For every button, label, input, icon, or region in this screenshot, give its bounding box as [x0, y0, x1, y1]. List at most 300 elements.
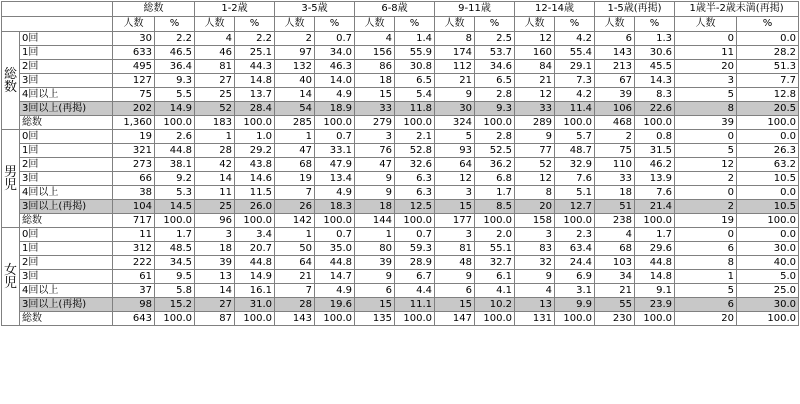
cell-percent: 63.2 — [737, 158, 799, 172]
cell-count: 64 — [435, 158, 475, 172]
cell-count: 14 — [195, 172, 235, 186]
cell-count: 47 — [275, 144, 315, 158]
cell-count: 14 — [275, 88, 315, 102]
row-label: 2回 — [20, 158, 113, 172]
cell-percent: 5.5 — [155, 88, 195, 102]
row-label: 0回 — [20, 228, 113, 242]
cell-percent: 7.6 — [555, 172, 595, 186]
cell-count: 3 — [435, 186, 475, 200]
cell-percent: 34.6 — [475, 60, 515, 74]
row-label: 0回 — [20, 130, 113, 144]
cell-percent: 46.3 — [315, 60, 355, 74]
cell-percent: 100.0 — [475, 116, 515, 130]
cell-count: 18 — [355, 74, 395, 88]
cell-count: 93 — [435, 144, 475, 158]
cell-count: 18 — [195, 242, 235, 256]
cell-count: 147 — [435, 312, 475, 326]
col-header-age: 3-5歳 — [275, 2, 355, 17]
cell-count: 42 — [195, 158, 235, 172]
cell-percent: 45.5 — [635, 60, 675, 74]
cell-count: 12 — [515, 88, 555, 102]
cell-percent: 22.6 — [635, 102, 675, 116]
sub-header-count: 人数 — [435, 17, 475, 32]
cell-count: 25 — [195, 88, 235, 102]
cell-count: 8 — [675, 102, 737, 116]
cell-count: 61 — [113, 270, 155, 284]
cell-percent: 4.2 — [555, 32, 595, 46]
cell-percent: 14.9 — [155, 102, 195, 116]
cell-count: 76 — [355, 144, 395, 158]
cell-count: 15 — [355, 88, 395, 102]
cell-percent: 2.1 — [395, 130, 435, 144]
cell-count: 68 — [595, 242, 635, 256]
cell-count: 52 — [515, 158, 555, 172]
cell-count: 47 — [355, 158, 395, 172]
cell-count: 55 — [595, 298, 635, 312]
table-row — [2, 228, 799, 242]
cell-count: 50 — [275, 242, 315, 256]
cell-count: 131 — [515, 312, 555, 326]
cell-count: 142 — [275, 214, 315, 228]
cell-count: 468 — [595, 116, 635, 130]
cell-count: 64 — [275, 256, 315, 270]
cell-count: 97 — [275, 46, 315, 60]
cell-percent: 0.8 — [635, 130, 675, 144]
table-body — [2, 2, 799, 326]
cell-count: 83 — [515, 242, 555, 256]
cell-percent: 31.0 — [235, 298, 275, 312]
cell-count: 106 — [595, 102, 635, 116]
cell-count: 19 — [275, 172, 315, 186]
cell-percent: 7.7 — [737, 74, 799, 88]
cell-percent: 13.9 — [635, 172, 675, 186]
cell-percent: 51.3 — [737, 60, 799, 74]
cell-percent: 1.3 — [635, 32, 675, 46]
row-label: 3回以上(再掲) — [20, 298, 113, 312]
cell-count: 285 — [275, 116, 315, 130]
cell-percent: 6.9 — [555, 270, 595, 284]
cell-count: 20 — [515, 200, 555, 214]
cell-count: 52 — [195, 102, 235, 116]
cell-percent: 6.5 — [475, 74, 515, 88]
cell-percent: 14.7 — [315, 270, 355, 284]
col-header-age: 6-8歳 — [355, 2, 435, 17]
cell-count: 7 — [275, 284, 315, 298]
cell-count: 14 — [195, 284, 235, 298]
cell-percent: 4.9 — [315, 88, 355, 102]
cell-percent: 44.8 — [315, 256, 355, 270]
cell-percent: 14.6 — [235, 172, 275, 186]
cell-percent: 14.9 — [235, 270, 275, 284]
cell-count: 6 — [675, 242, 737, 256]
cell-percent: 6.3 — [395, 186, 435, 200]
cell-count: 127 — [113, 74, 155, 88]
cell-percent: 12.7 — [555, 200, 595, 214]
cell-percent: 55.9 — [395, 46, 435, 60]
cell-percent: 0.0 — [737, 186, 799, 200]
cell-percent: 20.7 — [235, 242, 275, 256]
cell-percent: 11.4 — [555, 102, 595, 116]
group-label-text: 総数 — [4, 66, 18, 95]
cell-percent: 1.7 — [475, 186, 515, 200]
cell-count: 0 — [675, 186, 737, 200]
cell-percent: 5.1 — [555, 186, 595, 200]
cell-percent: 6.5 — [395, 74, 435, 88]
cell-count: 21 — [595, 284, 635, 298]
cell-count: 103 — [595, 256, 635, 270]
table-row — [2, 214, 799, 228]
cell-count: 112 — [435, 60, 475, 74]
cell-percent: 63.4 — [555, 242, 595, 256]
data-table — [1, 1, 799, 326]
cell-count: 39 — [355, 256, 395, 270]
row-label: 1回 — [20, 144, 113, 158]
cell-count: 143 — [275, 312, 315, 326]
table-row — [2, 74, 799, 88]
cell-count: 7 — [275, 186, 315, 200]
cell-percent: 4.1 — [475, 284, 515, 298]
cell-percent: 14.8 — [235, 74, 275, 88]
cell-percent: 0.0 — [737, 228, 799, 242]
cell-percent: 19.6 — [315, 298, 355, 312]
row-label: 1回 — [20, 242, 113, 256]
cell-count: 279 — [355, 116, 395, 130]
cell-percent: 100.0 — [155, 116, 195, 130]
cell-percent: 2.6 — [155, 130, 195, 144]
cell-percent: 100.0 — [635, 116, 675, 130]
cell-count: 3 — [195, 228, 235, 242]
cell-percent: 14.3 — [635, 74, 675, 88]
cell-count: 39 — [195, 256, 235, 270]
cell-percent: 20.5 — [737, 102, 799, 116]
cell-percent: 28.4 — [235, 102, 275, 116]
cell-count: 9 — [355, 270, 395, 284]
cell-count: 51 — [595, 200, 635, 214]
cell-count: 48 — [435, 256, 475, 270]
cell-count: 0 — [675, 228, 737, 242]
cell-count: 324 — [435, 116, 475, 130]
cell-count: 6 — [595, 32, 635, 46]
cell-count: 80 — [355, 242, 395, 256]
cell-count: 18 — [595, 186, 635, 200]
cell-percent: 100.0 — [635, 312, 675, 326]
cell-count: 158 — [515, 214, 555, 228]
cell-percent: 59.3 — [395, 242, 435, 256]
cell-count: 9 — [515, 130, 555, 144]
col-header-age: 1-5歳(再掲) — [595, 2, 675, 17]
cell-percent: 53.7 — [475, 46, 515, 60]
cell-percent: 1.7 — [155, 228, 195, 242]
row-label: 3回以上(再掲) — [20, 200, 113, 214]
table-row — [2, 88, 799, 102]
cell-count: 20 — [675, 312, 737, 326]
sub-header-percent: % — [315, 17, 355, 32]
cell-percent: 13.7 — [235, 88, 275, 102]
cell-count: 222 — [113, 256, 155, 270]
table-row — [2, 32, 799, 46]
cell-percent: 28.9 — [395, 256, 435, 270]
cell-count: 30 — [435, 102, 475, 116]
cell-count: 2 — [595, 130, 635, 144]
table-row — [2, 284, 799, 298]
cell-count: 11 — [675, 46, 737, 60]
cell-percent: 100.0 — [235, 312, 275, 326]
cell-count: 39 — [595, 88, 635, 102]
cell-percent: 10.2 — [475, 298, 515, 312]
cell-percent: 4.2 — [555, 88, 595, 102]
cell-count: 144 — [355, 214, 395, 228]
cell-count: 37 — [113, 284, 155, 298]
cell-count: 1 — [355, 228, 395, 242]
table-row — [2, 130, 799, 144]
table-row — [2, 256, 799, 270]
sub-header-count: 人数 — [275, 17, 315, 32]
cell-count: 33 — [355, 102, 395, 116]
cell-percent: 11.5 — [235, 186, 275, 200]
cell-percent: 16.1 — [235, 284, 275, 298]
row-label: 4回以上 — [20, 88, 113, 102]
cell-count: 110 — [595, 158, 635, 172]
cell-count: 12 — [675, 158, 737, 172]
cell-count: 4 — [595, 228, 635, 242]
cell-percent: 0.7 — [315, 228, 355, 242]
sub-header-percent: % — [737, 17, 799, 32]
cell-percent: 100.0 — [235, 214, 275, 228]
cell-count: 4 — [355, 32, 395, 46]
group-label-text: 男児 — [4, 164, 18, 193]
sub-header-percent: % — [155, 17, 195, 32]
col-header-age: 12-14歳 — [515, 2, 595, 17]
cell-percent: 9.5 — [155, 270, 195, 284]
cell-percent: 18.3 — [315, 200, 355, 214]
cell-percent: 100.0 — [475, 312, 515, 326]
cell-percent: 6.8 — [475, 172, 515, 186]
col-header-age: 1-2歳 — [195, 2, 275, 17]
cell-count: 75 — [595, 144, 635, 158]
cell-percent: 31.5 — [635, 144, 675, 158]
cell-percent: 100.0 — [555, 214, 595, 228]
cell-count: 9 — [435, 88, 475, 102]
cell-percent: 44.8 — [635, 256, 675, 270]
cell-percent: 15.2 — [155, 298, 195, 312]
cell-percent: 13.4 — [315, 172, 355, 186]
cell-percent: 32.9 — [555, 158, 595, 172]
cell-percent: 46.2 — [635, 158, 675, 172]
cell-count: 5 — [675, 144, 737, 158]
cell-percent: 23.9 — [635, 298, 675, 312]
cell-count: 25 — [195, 200, 235, 214]
row-label: 4回以上 — [20, 284, 113, 298]
cell-count: 77 — [515, 144, 555, 158]
cell-percent: 6.7 — [395, 270, 435, 284]
cell-count: 0 — [675, 130, 737, 144]
cell-percent: 33.1 — [315, 144, 355, 158]
row-label: 3回 — [20, 172, 113, 186]
cell-count: 21 — [275, 270, 315, 284]
cell-percent: 4.4 — [395, 284, 435, 298]
cell-percent: 46.5 — [155, 46, 195, 60]
row-label: 2回 — [20, 256, 113, 270]
cell-count: 495 — [113, 60, 155, 74]
cell-count: 39 — [675, 116, 737, 130]
cell-percent: 100.0 — [155, 214, 195, 228]
cell-percent: 11.8 — [395, 102, 435, 116]
cell-count: 98 — [113, 298, 155, 312]
cell-percent: 14.0 — [315, 74, 355, 88]
cell-count: 9 — [515, 270, 555, 284]
cell-count: 33 — [515, 102, 555, 116]
row-label: 0回 — [20, 32, 113, 46]
cell-count: 32 — [515, 256, 555, 270]
corner-cell — [2, 17, 113, 32]
cell-percent: 2.2 — [235, 32, 275, 46]
cell-percent: 12.8 — [737, 88, 799, 102]
cell-count: 87 — [195, 312, 235, 326]
cell-percent: 10.5 — [737, 200, 799, 214]
cell-percent: 48.5 — [155, 242, 195, 256]
cell-count: 238 — [595, 214, 635, 228]
cell-count: 67 — [595, 74, 635, 88]
cell-count: 2 — [675, 200, 737, 214]
cell-percent: 100.0 — [235, 116, 275, 130]
cell-count: 27 — [195, 74, 235, 88]
cell-percent: 36.2 — [475, 158, 515, 172]
cell-percent: 28.2 — [737, 46, 799, 60]
cell-count: 273 — [113, 158, 155, 172]
cell-count: 202 — [113, 102, 155, 116]
cell-percent: 5.4 — [395, 88, 435, 102]
cell-count: 8 — [515, 186, 555, 200]
table-row — [2, 46, 799, 60]
cell-percent: 24.4 — [555, 256, 595, 270]
table-row — [2, 60, 799, 74]
cell-percent: 14.5 — [155, 200, 195, 214]
cell-percent: 36.4 — [155, 60, 195, 74]
cell-percent: 5.7 — [555, 130, 595, 144]
cell-percent: 1.4 — [395, 32, 435, 46]
cell-percent: 9.3 — [475, 102, 515, 116]
cell-percent: 9.3 — [155, 74, 195, 88]
cell-percent: 7.6 — [635, 186, 675, 200]
cell-count: 132 — [275, 60, 315, 74]
cell-count: 4 — [195, 32, 235, 46]
cell-count: 9 — [435, 270, 475, 284]
cell-percent: 6.3 — [395, 172, 435, 186]
cell-count: 143 — [595, 46, 635, 60]
cell-count: 28 — [195, 144, 235, 158]
cell-percent: 2.0 — [475, 228, 515, 242]
cell-percent: 8.5 — [475, 200, 515, 214]
sub-header-percent: % — [235, 17, 275, 32]
cell-percent: 2.3 — [555, 228, 595, 242]
cell-count: 34 — [595, 270, 635, 284]
cell-percent: 34.5 — [155, 256, 195, 270]
header-row-sub — [2, 17, 799, 32]
cell-percent: 30.0 — [737, 242, 799, 256]
cell-count: 1 — [195, 130, 235, 144]
cell-count: 11 — [195, 186, 235, 200]
cell-count: 54 — [275, 102, 315, 116]
cell-count: 289 — [515, 116, 555, 130]
cell-percent: 0.0 — [737, 32, 799, 46]
cell-count: 13 — [195, 270, 235, 284]
row-label: 1回 — [20, 46, 113, 60]
row-label: 3回以上(再掲) — [20, 102, 113, 116]
cell-percent: 38.1 — [155, 158, 195, 172]
cell-count: 28 — [275, 298, 315, 312]
cell-percent: 100.0 — [315, 312, 355, 326]
cell-percent: 7.3 — [555, 74, 595, 88]
row-label: 4回以上 — [20, 186, 113, 200]
cell-count: 5 — [435, 130, 475, 144]
sub-header-count: 人数 — [355, 17, 395, 32]
sub-header-percent: % — [555, 17, 595, 32]
cell-count: 1 — [675, 270, 737, 284]
cell-percent: 4.9 — [315, 186, 355, 200]
cell-percent: 100.0 — [635, 214, 675, 228]
col-header-age: 1歳半-2歳未満(再掲) — [675, 2, 799, 17]
cell-count: 3 — [355, 130, 395, 144]
cell-percent: 100.0 — [155, 312, 195, 326]
table-row — [2, 116, 799, 130]
table-row — [2, 312, 799, 326]
cell-count: 30 — [113, 32, 155, 46]
row-label: 3回 — [20, 270, 113, 284]
cell-percent: 9.2 — [155, 172, 195, 186]
cell-percent: 5.0 — [737, 270, 799, 284]
cell-count: 8 — [435, 32, 475, 46]
sub-header-percent: % — [475, 17, 515, 32]
cell-count: 717 — [113, 214, 155, 228]
cell-percent: 1.0 — [235, 130, 275, 144]
group-label-text: 女児 — [4, 262, 18, 291]
corner-cell — [2, 2, 113, 17]
cell-percent: 21.4 — [635, 200, 675, 214]
cell-count: 15 — [355, 298, 395, 312]
cell-count: 104 — [113, 200, 155, 214]
sub-header-percent: % — [395, 17, 435, 32]
cell-percent: 0.7 — [395, 228, 435, 242]
cell-count: 1 — [275, 130, 315, 144]
cell-percent: 44.8 — [235, 256, 275, 270]
cell-count: 20 — [675, 60, 737, 74]
sub-header-count: 人数 — [675, 17, 737, 32]
table-row — [2, 242, 799, 256]
cell-count: 643 — [113, 312, 155, 326]
cell-percent: 18.9 — [315, 102, 355, 116]
cell-percent: 12.5 — [395, 200, 435, 214]
col-header-age: 9-11歳 — [435, 2, 515, 17]
cell-count: 5 — [675, 88, 737, 102]
cell-percent: 29.2 — [235, 144, 275, 158]
cell-count: 19 — [675, 214, 737, 228]
cell-count: 81 — [435, 242, 475, 256]
cell-percent: 25.1 — [235, 46, 275, 60]
cell-count: 6 — [355, 284, 395, 298]
cell-percent: 11.1 — [395, 298, 435, 312]
cell-count: 5 — [675, 284, 737, 298]
cell-count: 6 — [435, 284, 475, 298]
cell-count: 21 — [435, 74, 475, 88]
row-label: 総数 — [20, 116, 113, 130]
cell-percent: 5.8 — [155, 284, 195, 298]
cell-count: 86 — [355, 60, 395, 74]
cell-percent: 2.5 — [475, 32, 515, 46]
sub-header-percent: % — [635, 17, 675, 32]
table-row — [2, 102, 799, 116]
cell-count: 84 — [515, 60, 555, 74]
cell-count: 15 — [435, 200, 475, 214]
